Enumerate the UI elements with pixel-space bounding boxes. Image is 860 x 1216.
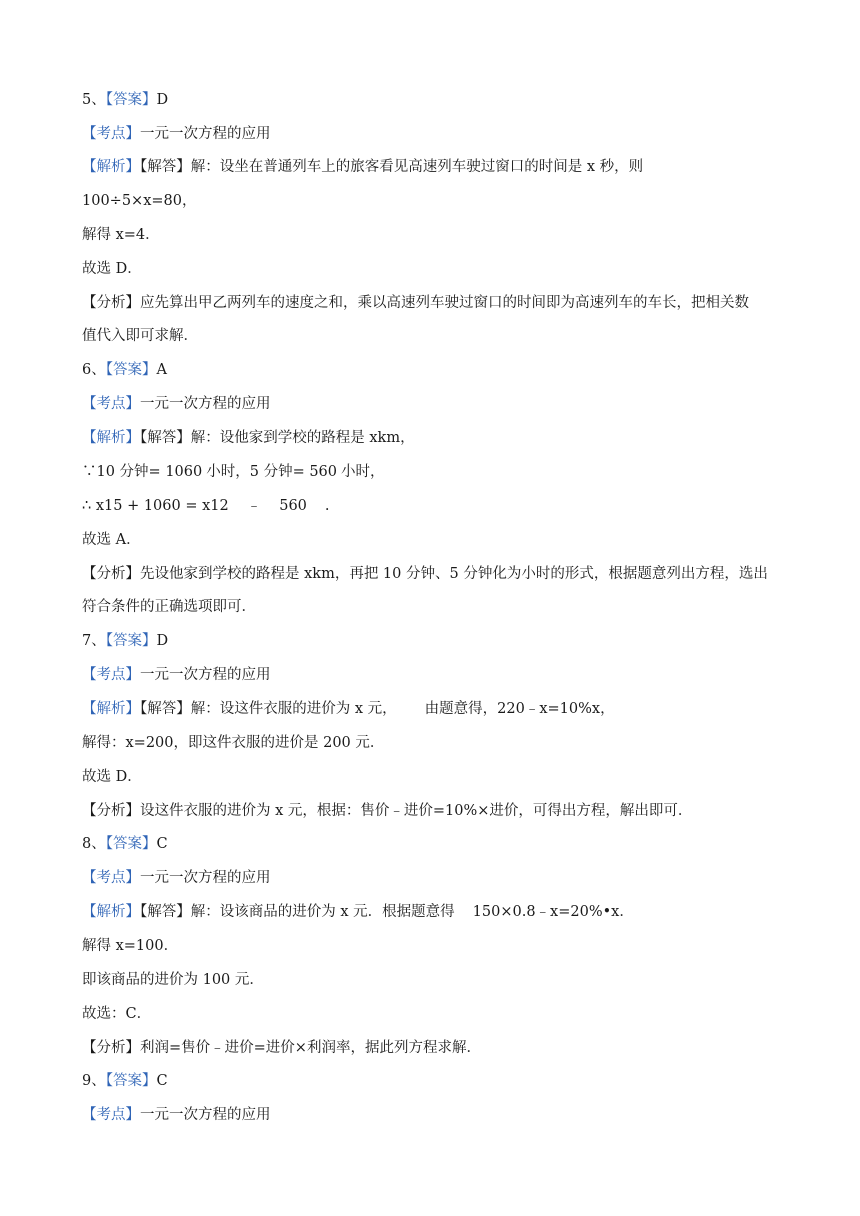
q5-jiexi-line: [82, 157, 643, 177]
q8-result-line: 即该商品的进价为 100 元．: [82, 972, 264, 988]
q5-solve-line: 解得 x=4．: [82, 227, 160, 243]
q5-choose-line: 故选 D．: [82, 261, 142, 277]
q8-kaodian-tag: 【考点】: [82, 870, 140, 886]
q7-solve-line: 解得：x=200，即这件衣服的进价是 200 元．: [82, 735, 385, 751]
q7-fenxi-line: [82, 801, 692, 821]
q6-answer-tag: 【答案】: [105, 362, 157, 378]
q8-fenxi-line: [82, 1038, 481, 1058]
q8-number: 8、: [82, 836, 106, 852]
q7-kaodian-line: [82, 665, 271, 685]
q8-fenxi-tag: 【分析】: [82, 1040, 140, 1056]
q7-jiexi-text: 解：设这件衣服的进价为 x 元，: [190, 701, 397, 717]
q9-answer-tag: 【答案】: [105, 1073, 157, 1089]
q8-jiexi-tag: 【解析】: [82, 904, 140, 920]
q5-jiexi-text: 解：设坐在普通列车上的旅客看见高速列车驶过窗口的时间是 x 秒，则: [190, 159, 644, 175]
q7-number: 7、: [82, 633, 106, 649]
q8-answer: C: [156, 836, 168, 852]
q6-because-c: 小时，: [341, 464, 385, 480]
q7-jieda-tag: 【解答】: [140, 701, 191, 717]
q6-jiexi-tag: 【解析】: [82, 430, 140, 446]
q7-jiexi-text2: 由题意得，220﹣x=10%x，: [424, 701, 615, 717]
q8-fenxi-text: 利润=售价﹣进价=进价×利润率，据此列方程求解．: [140, 1040, 481, 1056]
q6-fenxi-line: [82, 564, 768, 584]
q6-jiexi-text: 解：设他家到学校的路程是 xkm，: [190, 430, 415, 446]
q6-therefore-d: .: [324, 498, 330, 514]
q5-fenxi-text: 应先算出甲乙两列车的速度之和，乘以高速列车驶过窗口的时间即为高速列车的车长，把相关数: [140, 295, 749, 311]
q6-therefore-c: 560: [279, 498, 307, 514]
q5-jiexi-tag: 【解析】: [82, 159, 140, 175]
q5-fenxi-cont-line: 值代入即可求解．: [82, 328, 198, 344]
q6-number: 6、: [82, 362, 106, 378]
q6-therefore-line: [82, 496, 330, 516]
q8-jiexi-line: [82, 902, 634, 922]
q5-answer-line: [82, 90, 168, 110]
q6-kaodian-line: [82, 394, 271, 414]
q5-jieda-tag: 【解答】: [140, 159, 191, 175]
q6-because-line: [82, 462, 385, 482]
q9-number: 9、: [82, 1073, 106, 1089]
q7-choose-line: 故选 D．: [82, 769, 142, 785]
q6-fenxi-cont-line: 符合条件的正确选项即可．: [82, 599, 256, 615]
q7-fenxi-tag: 【分析】: [82, 803, 140, 819]
q9-kaodian-tag: 【考点】: [82, 1107, 140, 1123]
q9-kaodian-text: 一元一次方程的应用: [140, 1107, 271, 1123]
q5-answer: D: [156, 92, 169, 108]
q8-jiexi-text: 解：设该商品的进价为 x 元．根据题意得: [190, 904, 455, 920]
q6-jiexi-line: [82, 428, 415, 448]
q6-kaodian-text: 一元一次方程的应用: [140, 396, 271, 412]
q6-jieda-tag: 【解答】: [140, 430, 191, 446]
q5-equation-line: 100÷5×x=80，: [82, 193, 197, 209]
q6-answer-line: [82, 360, 167, 380]
q9-answer-line: [82, 1071, 168, 1091]
q8-answer-line: [82, 834, 168, 854]
q6-fenxi-text: 先设他家到学校的路程是 xkm，再把 10 分钟、5 分钟化为小时的形式，根据题意列出方程，选出: [140, 566, 768, 582]
q7-jiexi-tag: 【解析】: [82, 701, 140, 717]
q6-because-a: ∵10 分钟= 1060: [82, 464, 203, 480]
q6-because-b: 小时，5 分钟= 560: [206, 464, 338, 480]
q6-kaodian-tag: 【考点】: [82, 396, 140, 412]
q7-answer-line: [82, 631, 168, 651]
q7-jiexi-line: [82, 699, 615, 719]
q7-fenxi-text: 设这件衣服的进价为 x 元，根据：售价﹣进价=10%×进价，可得出方程，解出即可．: [140, 803, 693, 819]
q8-jiexi-text2: 150×0.8﹣x=20%•x．: [472, 904, 634, 920]
q6-choose-line: 故选 A．: [82, 532, 141, 548]
q5-kaodian-tag: 【考点】: [82, 126, 140, 142]
q8-kaodian-line: [82, 868, 271, 888]
q6-answer: A: [156, 362, 167, 378]
q7-kaodian-text: 一元一次方程的应用: [140, 667, 271, 683]
q8-solve-line: 解得 x=100．: [82, 938, 179, 954]
q5-fenxi-line: [82, 293, 749, 313]
q5-fenxi-tag: 【分析】: [82, 295, 140, 311]
q7-answer: D: [156, 633, 169, 649]
q7-answer-tag: 【答案】: [105, 633, 157, 649]
q9-kaodian-line: [82, 1105, 271, 1125]
q5-kaodian-line: [82, 124, 271, 144]
q7-kaodian-tag: 【考点】: [82, 667, 140, 683]
q8-choose-line: 故选：C．: [82, 1006, 152, 1022]
q9-answer: C: [156, 1073, 168, 1089]
q5-number: 5、: [82, 92, 106, 108]
q8-jieda-tag: 【解答】: [140, 904, 191, 920]
q6-fenxi-tag: 【分析】: [82, 566, 140, 582]
q6-therefore-a: ∴ x15 + 1060 = x12: [82, 498, 229, 514]
q6-therefore-b: ﹣: [246, 498, 262, 514]
q8-kaodian-text: 一元一次方程的应用: [140, 870, 271, 886]
q5-answer-tag: 【答案】: [105, 92, 157, 108]
q5-kaodian-text: 一元一次方程的应用: [140, 126, 271, 142]
q8-answer-tag: 【答案】: [105, 836, 157, 852]
